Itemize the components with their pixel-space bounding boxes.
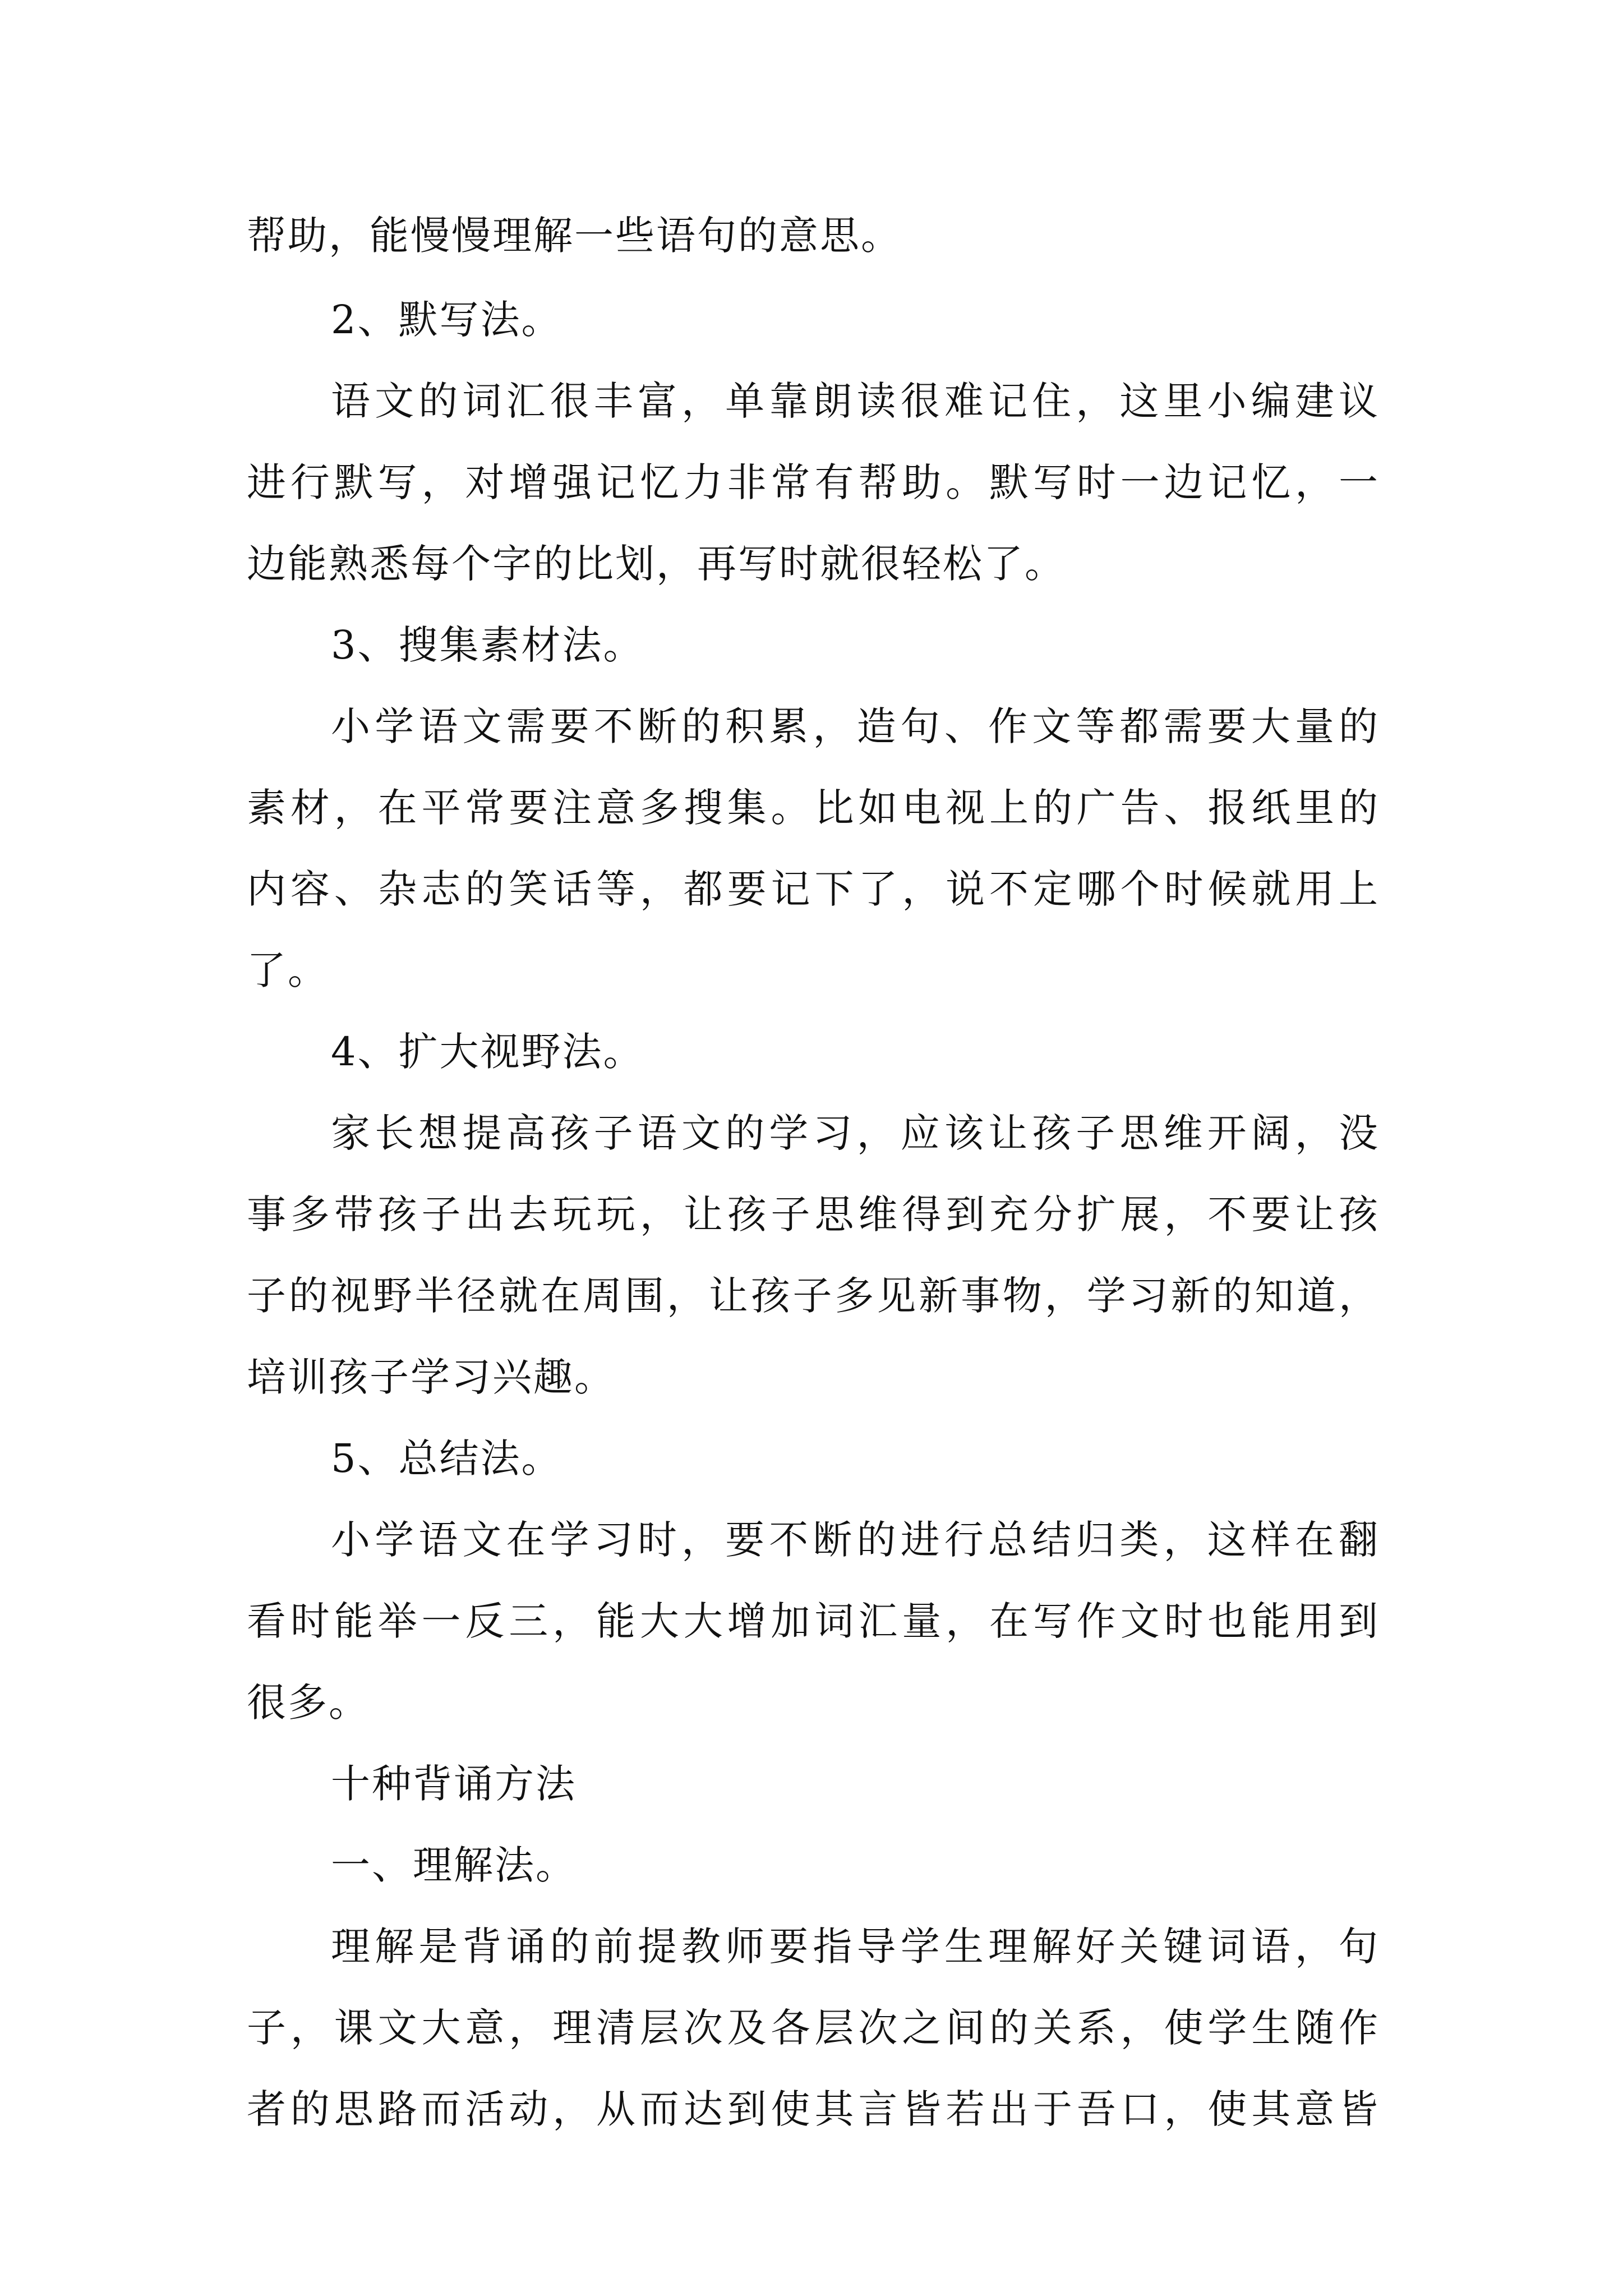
text-line: 了。 xyxy=(247,947,329,993)
text-line: 子，课文大意，理清层次及各层次之间的关系，使学生随作 xyxy=(247,2005,1380,2051)
text-line: 小学语文在学习时，要不断的进行总结归类，这样在翻 xyxy=(331,1517,1380,1563)
text-line: 很多。 xyxy=(247,1680,370,1726)
section-heading: 5、总结法。 xyxy=(331,1435,562,1481)
section-heading: 一、理解法。 xyxy=(331,1842,577,1888)
section-heading: 2、默写法。 xyxy=(331,297,562,343)
section-heading: 3、搜集素材法。 xyxy=(331,622,644,668)
text-line: 子的视野半径就在周围，让孩子多见新事物，学习新的知道， xyxy=(247,1273,1380,1319)
text-line: 事多带孩子出去玩玩，让孩子思维得到充分扩展，不要让孩 xyxy=(247,1191,1380,1237)
text-line: 家长想提高孩子语文的学习，应该让孩子思维开阔，没 xyxy=(331,1110,1380,1156)
text-line: 者的思路而活动，从而达到使其言皆若出于吾口，使其意皆 xyxy=(247,2086,1380,2132)
text-line: 边能熟悉每个字的比划，再写时就很轻松了。 xyxy=(247,541,1066,587)
text-line: 小学语文需要不断的积累，造句、作文等都需要大量的 xyxy=(331,703,1380,749)
text-line: 看时能举一反三，能大大增加词汇量，在写作文时也能用到 xyxy=(247,1598,1380,1644)
section-title: 十种背诵方法 xyxy=(331,1761,577,1807)
text-line: 培训孩子学习兴趣。 xyxy=(247,1354,615,1400)
text-line: 理解是背诵的前提教师要指导学生理解好关键词语，句 xyxy=(331,1924,1380,1970)
section-heading: 4、扩大视野法。 xyxy=(331,1029,644,1075)
text-line: 内容、杂志的笑话等，都要记下了，说不定哪个时候就用上 xyxy=(247,866,1380,912)
text-line: 帮助，能慢慢理解一些语句的意思。 xyxy=(247,213,902,259)
text-line: 进行默写，对增强记忆力非常有帮助。默写时一边记忆，一 xyxy=(247,459,1380,505)
text-line: 语文的词汇很丰富，单靠朗读很难记住，这里小编建议 xyxy=(331,378,1380,424)
text-line: 素材，在平常要注意多搜集。比如电视上的广告、报纸里的 xyxy=(247,785,1380,831)
